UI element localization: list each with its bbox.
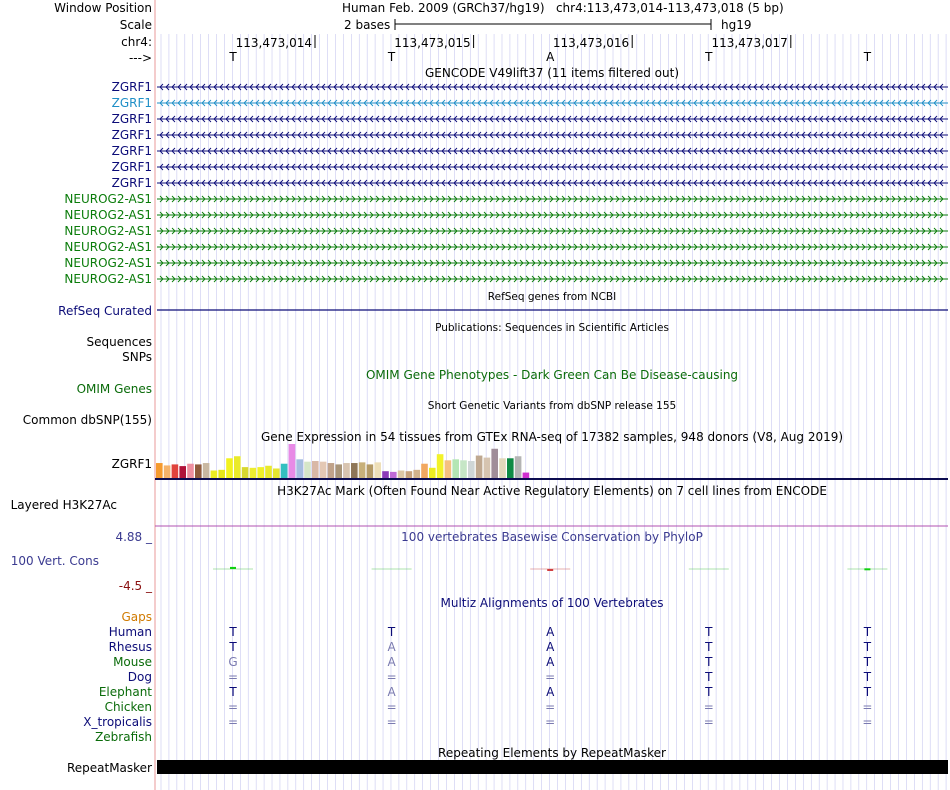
ruler-base: T bbox=[863, 50, 872, 64]
gtex-tissue-bar[interactable] bbox=[452, 459, 459, 478]
gtex-tissue-bar[interactable] bbox=[187, 464, 194, 478]
multiz-base: T bbox=[229, 640, 237, 654]
gtex-tissue-bar[interactable] bbox=[335, 464, 342, 478]
gencode-transcript[interactable] bbox=[157, 260, 948, 266]
gencode-transcript[interactable] bbox=[157, 116, 948, 122]
multiz-base: = bbox=[386, 670, 397, 684]
multiz-species-label[interactable]: X_tropicalis bbox=[83, 715, 152, 729]
multiz-base: A bbox=[387, 685, 396, 699]
multiz-base: = bbox=[703, 700, 714, 714]
gtex-tissue-bar[interactable] bbox=[421, 464, 428, 478]
gtex-tissue-bar[interactable] bbox=[250, 468, 257, 478]
refseq-track-label[interactable]: RefSeq Curated bbox=[58, 304, 152, 318]
multiz-base: G bbox=[228, 655, 238, 669]
multiz-base: A bbox=[546, 655, 555, 669]
gtex-tissue-bar[interactable] bbox=[211, 471, 218, 478]
multiz-base: = bbox=[227, 700, 239, 714]
multiz-base: T bbox=[705, 670, 713, 684]
ruler-position: 113,473,017 bbox=[711, 36, 788, 50]
multiz-base: = bbox=[862, 700, 873, 714]
scale-assembly: hg19 bbox=[721, 18, 752, 32]
multiz-base: T bbox=[863, 640, 872, 654]
gencode-row-label[interactable]: ZGRF1 bbox=[111, 176, 152, 190]
scale-label: Scale bbox=[119, 18, 152, 32]
repeatmasker-feature[interactable] bbox=[157, 760, 948, 774]
gtex-tissue-bar[interactable] bbox=[476, 456, 483, 478]
gencode-transcript[interactable] bbox=[157, 276, 948, 282]
gtex-tissue-bar[interactable] bbox=[304, 462, 311, 478]
gtex-tissue-bar[interactable] bbox=[491, 449, 498, 478]
gencode-transcript[interactable] bbox=[157, 180, 948, 186]
window-position-value: Human Feb. 2009 (GRCh37/hg19) chr4:113,473,014-113,473,018 (5 bp) bbox=[342, 1, 784, 15]
repeatmasker-track-title: Repeating Elements by RepeatMasker bbox=[438, 746, 666, 760]
multiz-base: = bbox=[545, 670, 556, 684]
multiz-alignment[interactable] bbox=[83, 625, 872, 744]
gencode-row-label[interactable]: NEUROG2-AS1 bbox=[64, 208, 152, 222]
gtex-tissue-bar[interactable] bbox=[218, 470, 225, 478]
gencode-transcript[interactable] bbox=[157, 164, 948, 170]
gaps-label: Gaps bbox=[121, 610, 152, 624]
multiz-base: A bbox=[546, 685, 555, 699]
multiz-base: T bbox=[387, 625, 396, 639]
ruler-base: A bbox=[546, 50, 555, 64]
gencode-transcript[interactable] bbox=[157, 132, 948, 138]
gencode-row-label[interactable]: ZGRF1 bbox=[111, 160, 152, 174]
multiz-base: T bbox=[863, 670, 872, 684]
gtex-tissue-bar[interactable] bbox=[445, 460, 452, 478]
chrom-label: chr4: bbox=[121, 35, 152, 49]
gtex-tissue-bar[interactable] bbox=[398, 471, 405, 478]
gtex-tissue-bar[interactable] bbox=[234, 456, 241, 478]
cons-score-bar[interactable] bbox=[547, 569, 553, 571]
multiz-species-label[interactable]: Mouse bbox=[113, 655, 152, 669]
gencode-row-label[interactable]: ZGRF1 bbox=[111, 112, 152, 126]
window-position-label: Window Position bbox=[54, 1, 152, 15]
cons-track-title: 100 vertebrates Basewise Conservation by PhyloP bbox=[401, 530, 703, 544]
gtex-tissue-bar[interactable] bbox=[406, 471, 413, 478]
multiz-species-label[interactable]: Chicken bbox=[104, 700, 152, 714]
gtex-tissue-bar[interactable] bbox=[164, 465, 171, 478]
cons-track-label[interactable]: 100 Vert. Cons bbox=[10, 554, 99, 568]
gtex-tissue-bar[interactable] bbox=[413, 470, 420, 478]
publications-sequences-label[interactable]: Sequences bbox=[86, 335, 152, 349]
publications-snps-label[interactable]: SNPs bbox=[122, 350, 152, 364]
gtex-tissue-bar[interactable] bbox=[515, 456, 522, 478]
gencode-transcript[interactable] bbox=[157, 196, 948, 202]
gencode-row-label[interactable]: NEUROG2-AS1 bbox=[64, 240, 152, 254]
ruler-base: T bbox=[229, 50, 237, 64]
dbsnp-track-label[interactable]: Common dbSNP(155) bbox=[22, 413, 152, 427]
gtex-tissue-bar[interactable] bbox=[429, 468, 436, 478]
gtex-tissue-bar[interactable] bbox=[499, 458, 506, 478]
gtex-tissue-bar[interactable] bbox=[281, 464, 288, 478]
multiz-base: T bbox=[705, 625, 713, 639]
gencode-track[interactable] bbox=[64, 80, 948, 286]
multiz-base: A bbox=[387, 640, 396, 654]
multiz-base: A bbox=[546, 625, 555, 639]
multiz-base: = bbox=[386, 700, 397, 714]
multiz-base: T bbox=[863, 625, 872, 639]
ruler-base: T bbox=[705, 50, 713, 64]
gencode-transcript[interactable] bbox=[157, 148, 948, 154]
multiz-species-label[interactable]: Elephant bbox=[98, 685, 152, 699]
gtex-tissue-bar[interactable] bbox=[351, 463, 358, 478]
repeatmasker-track-label[interactable]: RepeatMasker bbox=[66, 761, 152, 775]
multiz-base: = bbox=[227, 670, 239, 684]
strand-label: ---> bbox=[128, 51, 152, 65]
ruler-position: 113,473,014 bbox=[235, 36, 312, 50]
cons-track[interactable] bbox=[213, 567, 887, 571]
gtex-tissue-bar[interactable] bbox=[289, 444, 296, 478]
gtex-tissue-bar[interactable] bbox=[367, 464, 374, 478]
multiz-base: = bbox=[545, 715, 556, 729]
gtex-tissue-bar[interactable] bbox=[242, 467, 249, 478]
gencode-transcript[interactable] bbox=[157, 212, 948, 218]
base-position-ruler[interactable] bbox=[228, 35, 871, 64]
dbsnp-track-title: Short Genetic Variants from dbSNP release 155 bbox=[427, 400, 677, 412]
gencode-row-label[interactable]: ZGRF1 bbox=[111, 80, 152, 94]
multiz-base: T bbox=[705, 640, 713, 654]
gencode-row-label[interactable]: NEUROG2-AS1 bbox=[64, 192, 152, 206]
gencode-row-label[interactable]: NEUROG2-AS1 bbox=[64, 272, 152, 286]
gencode-transcript[interactable] bbox=[157, 228, 948, 234]
gtex-track-title: Gene Expression in 54 tissues from GTEx RNA-seq of 17382 samples, 948 donors (V8, Aug 2019) bbox=[260, 430, 844, 444]
scale-value: 2 bases bbox=[344, 18, 391, 32]
h3k27ac-track-title: H3K27Ac Mark (Often Found Near Active Regulatory Elements) on 7 cell lines from ENCODE bbox=[277, 484, 827, 498]
multiz-base: T bbox=[229, 625, 237, 639]
gencode-row-label[interactable]: ZGRF1 bbox=[111, 128, 152, 142]
gtex-tissue-bar[interactable] bbox=[382, 471, 389, 478]
gtex-tissue-bar[interactable] bbox=[320, 462, 327, 478]
multiz-base: = bbox=[862, 715, 873, 729]
gtex-tissue-bar[interactable] bbox=[195, 464, 202, 478]
gencode-transcript[interactable] bbox=[157, 244, 948, 250]
multiz-species-label[interactable]: Zebrafish bbox=[95, 730, 152, 744]
ruler-base: T bbox=[387, 50, 396, 64]
multiz-base: = bbox=[386, 715, 397, 729]
gtex-bar-chart[interactable] bbox=[156, 444, 529, 478]
multiz-base: = bbox=[703, 715, 714, 729]
gtex-tissue-bar[interactable] bbox=[156, 463, 163, 478]
multiz-track-title: Multiz Alignments of 100 Vertebrates bbox=[440, 596, 664, 610]
gtex-tissue-bar[interactable] bbox=[203, 463, 210, 478]
gtex-tissue-bar[interactable] bbox=[265, 466, 272, 478]
cons-ymax: 4.88 _ bbox=[115, 530, 152, 544]
multiz-base: T bbox=[705, 655, 713, 669]
gtex-tissue-bar[interactable] bbox=[273, 468, 280, 478]
gencode-row-label[interactable]: NEUROG2-AS1 bbox=[64, 256, 152, 270]
gencode-transcript[interactable] bbox=[157, 84, 948, 90]
gtex-tissue-bar[interactable] bbox=[468, 461, 475, 478]
gtex-track-label[interactable]: ZGRF1 bbox=[111, 457, 152, 471]
multiz-base: T bbox=[863, 685, 872, 699]
cons-score-bar[interactable] bbox=[864, 568, 870, 570]
publications-track-title: Publications: Sequences in Scientific Articles bbox=[435, 322, 669, 334]
gtex-tissue-bar[interactable] bbox=[179, 466, 186, 478]
gtex-tissue-bar[interactable] bbox=[359, 462, 366, 478]
gtex-tissue-bar[interactable] bbox=[226, 458, 233, 478]
multiz-base: = bbox=[227, 715, 239, 729]
gencode-transcript[interactable] bbox=[157, 100, 948, 106]
gtex-tissue-bar[interactable] bbox=[374, 462, 381, 478]
multiz-base: T bbox=[863, 655, 872, 669]
multiz-base: A bbox=[546, 640, 555, 654]
gtex-tissue-bar[interactable] bbox=[312, 461, 319, 478]
gtex-tissue-bar[interactable] bbox=[172, 464, 179, 478]
gencode-row-label[interactable]: ZGRF1 bbox=[111, 96, 152, 110]
gtex-tissue-bar[interactable] bbox=[507, 458, 514, 478]
omim-track-title: OMIM Gene Phenotypes - Dark Green Can Be Disease-causing bbox=[365, 368, 739, 382]
ruler-position: 113,473,015 bbox=[394, 36, 471, 50]
gencode-track-title: GENCODE V49lift37 (11 items filtered out) bbox=[424, 66, 680, 80]
refseq-track-title: RefSeq genes from NCBI bbox=[487, 291, 617, 303]
gencode-row-label[interactable]: ZGRF1 bbox=[111, 144, 152, 158]
multiz-base: T bbox=[705, 685, 713, 699]
gtex-tissue-bar[interactable] bbox=[523, 473, 530, 478]
gtex-tissue-bar[interactable] bbox=[343, 463, 350, 478]
gtex-tissue-bar[interactable] bbox=[328, 463, 335, 478]
multiz-base: A bbox=[387, 655, 396, 669]
ruler-position: 113,473,016 bbox=[552, 36, 630, 50]
multiz-species-label[interactable]: Rhesus bbox=[108, 640, 152, 654]
multiz-base: = bbox=[545, 700, 556, 714]
cons-score-bar[interactable] bbox=[230, 567, 236, 569]
cons-ymin: -4.5 _ bbox=[118, 579, 152, 593]
scale-bar bbox=[395, 19, 711, 30]
h3k27ac-track-label[interactable]: Layered H3K27Ac bbox=[10, 498, 117, 512]
gtex-tissue-bar[interactable] bbox=[484, 458, 491, 478]
gtex-tissue-bar[interactable] bbox=[437, 454, 444, 478]
gtex-tissue-bar[interactable] bbox=[296, 459, 303, 478]
multiz-species-label[interactable]: Human bbox=[108, 625, 152, 639]
gtex-tissue-bar[interactable] bbox=[460, 460, 467, 478]
multiz-species-label[interactable]: Dog bbox=[127, 670, 152, 684]
omim-track-label[interactable]: OMIM Genes bbox=[76, 382, 152, 396]
gtex-tissue-bar[interactable] bbox=[257, 467, 264, 478]
gencode-row-label[interactable]: NEUROG2-AS1 bbox=[64, 224, 152, 238]
gtex-tissue-bar[interactable] bbox=[390, 472, 397, 478]
multiz-base: T bbox=[229, 685, 237, 699]
